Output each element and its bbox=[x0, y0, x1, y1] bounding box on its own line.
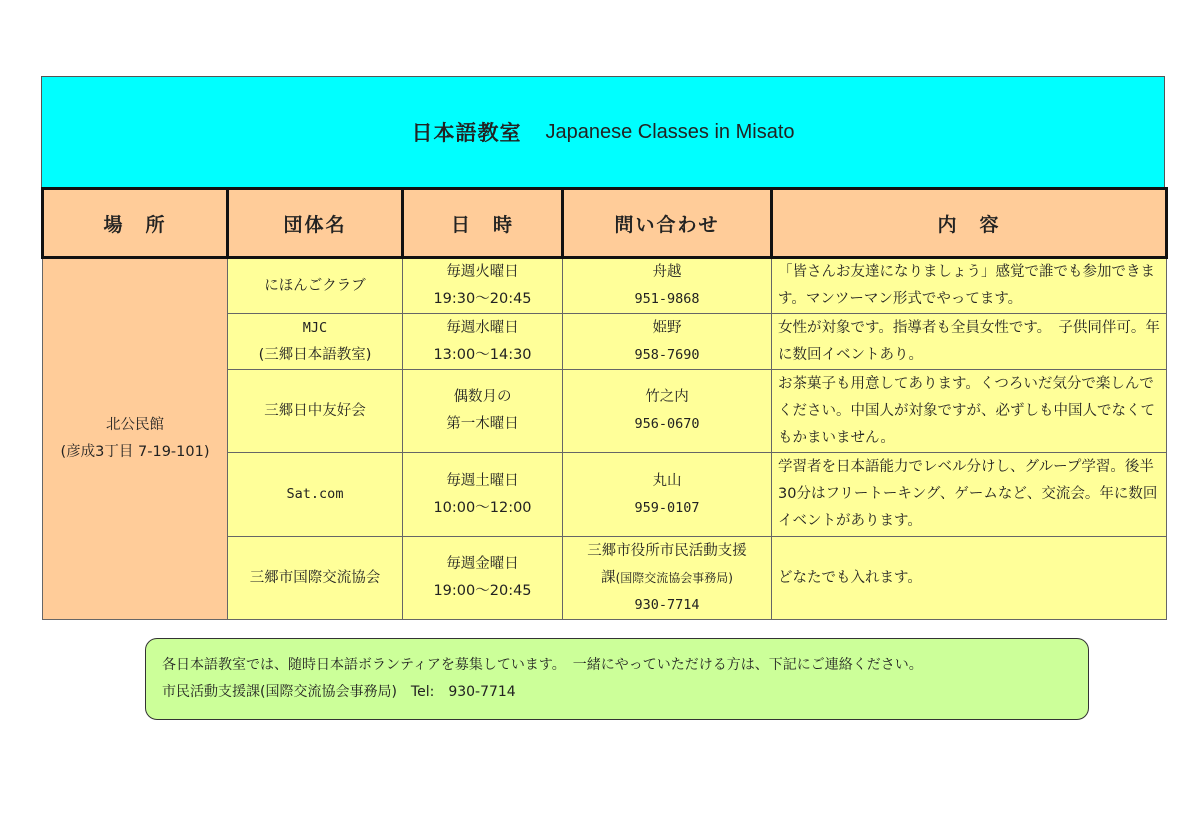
contact-cell bbox=[563, 453, 772, 537]
volunteer-note bbox=[145, 638, 1089, 720]
note-line-2: 市民活動支援課(国際交流協会事務局) Tel: 930-7714 bbox=[162, 684, 516, 700]
table-row bbox=[43, 258, 1167, 314]
header-group: 団体名 bbox=[228, 189, 403, 258]
contact-cell bbox=[563, 370, 772, 453]
classes-table bbox=[41, 187, 1168, 620]
schedule-time: 第一木曜日 bbox=[446, 416, 519, 432]
group-cell bbox=[228, 258, 403, 314]
contact-cell bbox=[563, 258, 772, 314]
contact-phone: 958-7690 bbox=[634, 346, 700, 363]
contact-cell bbox=[563, 537, 772, 620]
contact-name: 三郷市役所市民活動支援 bbox=[587, 542, 747, 559]
schedule-cell bbox=[403, 370, 563, 453]
group-cell bbox=[228, 370, 403, 453]
content-cell: 学習者を日本語能力でレベル分けし、グループ学習。後半30分はフリートーキング、ゲームなど、交流会。年に数回イベントがあります。 bbox=[772, 453, 1167, 537]
contact-name: 竹之内 bbox=[645, 389, 689, 405]
header-schedule: 日 時 bbox=[403, 189, 563, 258]
title-english: Japanese Classes in Misato bbox=[545, 120, 795, 143]
header-place: 場 所 bbox=[43, 189, 228, 258]
contact-phone: 956-0670 bbox=[634, 416, 700, 432]
contact-phone: 930-7714 bbox=[634, 596, 700, 613]
schedule-cell bbox=[403, 258, 563, 314]
content-cell: 「皆さんお友達になりましょう」感覚で誰でも参加できます。マンツーマン形式でやってます。 bbox=[772, 258, 1167, 314]
contact-dept-note: (国際交流協会事務局) bbox=[615, 570, 733, 585]
content-cell: 女性が対象です。指導者も全員女性です。 子供同伴可。年に数回イベントあり。 bbox=[772, 314, 1167, 370]
contact-dept-suffix: 課 bbox=[601, 569, 616, 586]
header-content: 内 容 bbox=[772, 189, 1167, 258]
place-address: (彦成3丁目 7-19-101) bbox=[60, 444, 210, 460]
schedule-day: 偶数月の bbox=[453, 389, 512, 405]
title-bar bbox=[41, 76, 1165, 187]
contact-cell bbox=[563, 314, 772, 370]
place-name: 北公民館 bbox=[106, 417, 164, 433]
schedule-day: 毎週水曜日 bbox=[446, 319, 519, 336]
group-cell bbox=[228, 453, 403, 537]
contact-name: 姫野 bbox=[652, 319, 682, 336]
schedule-day: 毎週火曜日 bbox=[446, 264, 519, 280]
group-name: Sat.com bbox=[286, 486, 344, 502]
group-name: にほんごクラブ bbox=[264, 277, 366, 294]
header-row bbox=[43, 189, 1167, 258]
contact-name: 舟越 bbox=[652, 264, 682, 280]
schedule-cell bbox=[403, 314, 563, 370]
schedule-time: 13:00～14:30 bbox=[433, 346, 532, 363]
group-cell bbox=[228, 537, 403, 620]
note-line-1: 各日本語教室では、随時日本語ボランティアを募集しています。 一緒にやっていただける方は、下記にご連絡ください。 bbox=[162, 657, 923, 673]
schedule-time: 19:30～20:45 bbox=[433, 291, 532, 307]
contact-phone: 951-9868 bbox=[634, 291, 700, 307]
group-name: MJC bbox=[302, 319, 328, 336]
contact-name: 丸山 bbox=[652, 472, 682, 489]
schedule-cell bbox=[403, 453, 563, 537]
content-cell: どなたでも入れます。 bbox=[772, 537, 1167, 620]
group-subname: (三郷日本語教室) bbox=[258, 346, 372, 363]
group-cell bbox=[228, 314, 403, 370]
content-cell: お茶菓子も用意してあります。くつろいだ気分で楽しんでください。中国人が対象ですが、必ずしも中国人でなくてもかまいません。 bbox=[772, 370, 1167, 453]
schedule-day: 毎週金曜日 bbox=[446, 556, 519, 572]
contact-phone: 959-0107 bbox=[634, 499, 700, 516]
group-name: 三郷日中友好会 bbox=[264, 402, 366, 419]
schedule-cell bbox=[403, 537, 563, 620]
contact-dept bbox=[567, 565, 767, 592]
group-name: 三郷市国際交流協会 bbox=[249, 569, 381, 586]
title-japanese: 日本語教室 bbox=[411, 121, 522, 145]
schedule-day: 毎週土曜日 bbox=[446, 472, 519, 489]
header-contact: 問い合わせ bbox=[563, 189, 772, 258]
classes-sheet bbox=[41, 76, 1165, 620]
schedule-time: 19:00～20:45 bbox=[433, 583, 532, 599]
place-cell bbox=[43, 258, 228, 620]
schedule-time: 10:00～12:00 bbox=[433, 499, 532, 516]
